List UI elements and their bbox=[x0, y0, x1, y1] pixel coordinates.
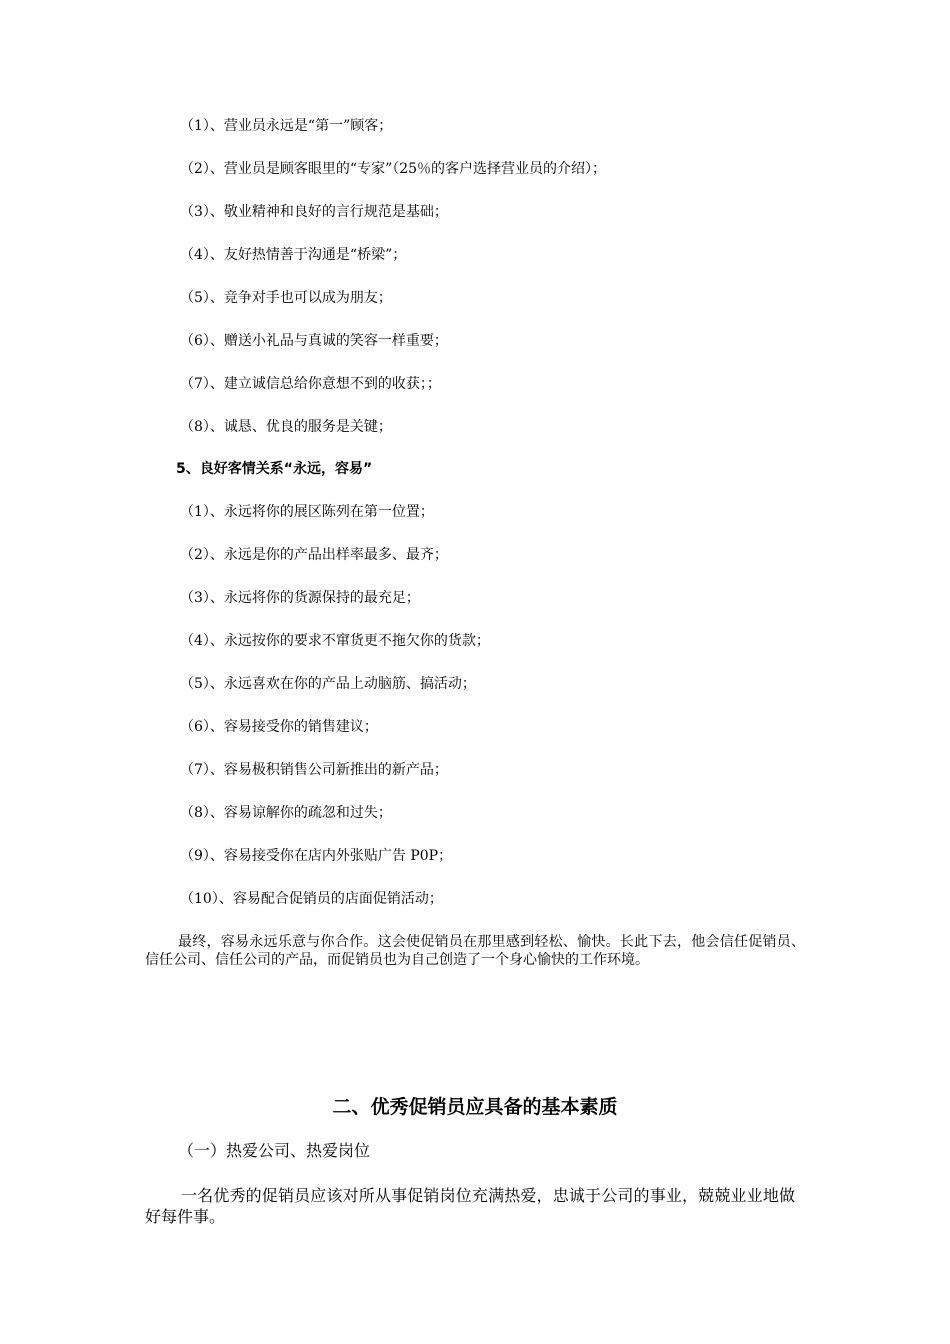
list-item: （8）、诚恳、优良的服务是关键； bbox=[180, 419, 392, 435]
chapter-title: 二、优秀促销员应具备的基本素质 bbox=[332, 1096, 618, 1118]
list-item: （9）、容易接受你在店内外张贴广告 P0P； bbox=[180, 848, 453, 864]
list-item: （6）、容易接受你的销售建议； bbox=[180, 719, 378, 735]
body-paragraph: 最终，容易永远乐意与你合作。这会使促销员在那里感到轻松、愉快。长此下去，他会信任促销员、信任公司、信任公司的产品，而促销员也为自己创造了一个身心愉快的工作环境。 bbox=[145, 934, 805, 968]
body-paragraph: 一名优秀的促销员应该对所从事促销岗位充满热爱，忠诚于公司的事业，兢兢业业地做好每件事。 bbox=[145, 1186, 795, 1226]
list-item: （4）、永远按你的要求不窜货更不拖欠你的货款； bbox=[180, 633, 490, 649]
list-item: （5）、竞争对手也可以成为朋友； bbox=[180, 290, 392, 306]
list-item: （1）、营业员永远是“第一”顾客； bbox=[180, 118, 393, 134]
list-item: （2）、永远是你的产品出样率最多、最齐； bbox=[180, 547, 448, 563]
list-item: （3）、敬业精神和良好的言行规范是基础； bbox=[180, 204, 448, 220]
list-item: （8）、容易谅解你的疏忽和过失； bbox=[180, 805, 392, 821]
subsection-title: （一）热爱公司、热爱岗位 bbox=[178, 1141, 371, 1160]
list-item: （5）、永远喜欢在你的产品上动脑筋、搞活动； bbox=[180, 676, 476, 692]
list-item: （4）、友好热情善于沟通是“桥梁”； bbox=[180, 247, 407, 263]
list-item: （2）、营业员是顾客眼里的“专家”（25％的客户选择营业员的介绍）； bbox=[180, 161, 607, 177]
list-item: （3）、永远将你的货源保持的最充足； bbox=[180, 590, 420, 606]
section-heading: 5、良好客情关系“永远，容易” bbox=[176, 461, 373, 477]
list-item: （7）、建立诚信总给你意想不到的收获；； bbox=[180, 376, 441, 392]
list-item: （10）、容易配合促销员的店面促销活动； bbox=[180, 891, 443, 907]
list-item: （6）、赠送小礼品与真诚的笑容一样重要； bbox=[180, 333, 448, 349]
list-item: （7）、容易极积销售公司新推出的新产品； bbox=[180, 762, 448, 778]
list-item: （1）、永远将你的展区陈列在第一位置； bbox=[180, 504, 434, 520]
